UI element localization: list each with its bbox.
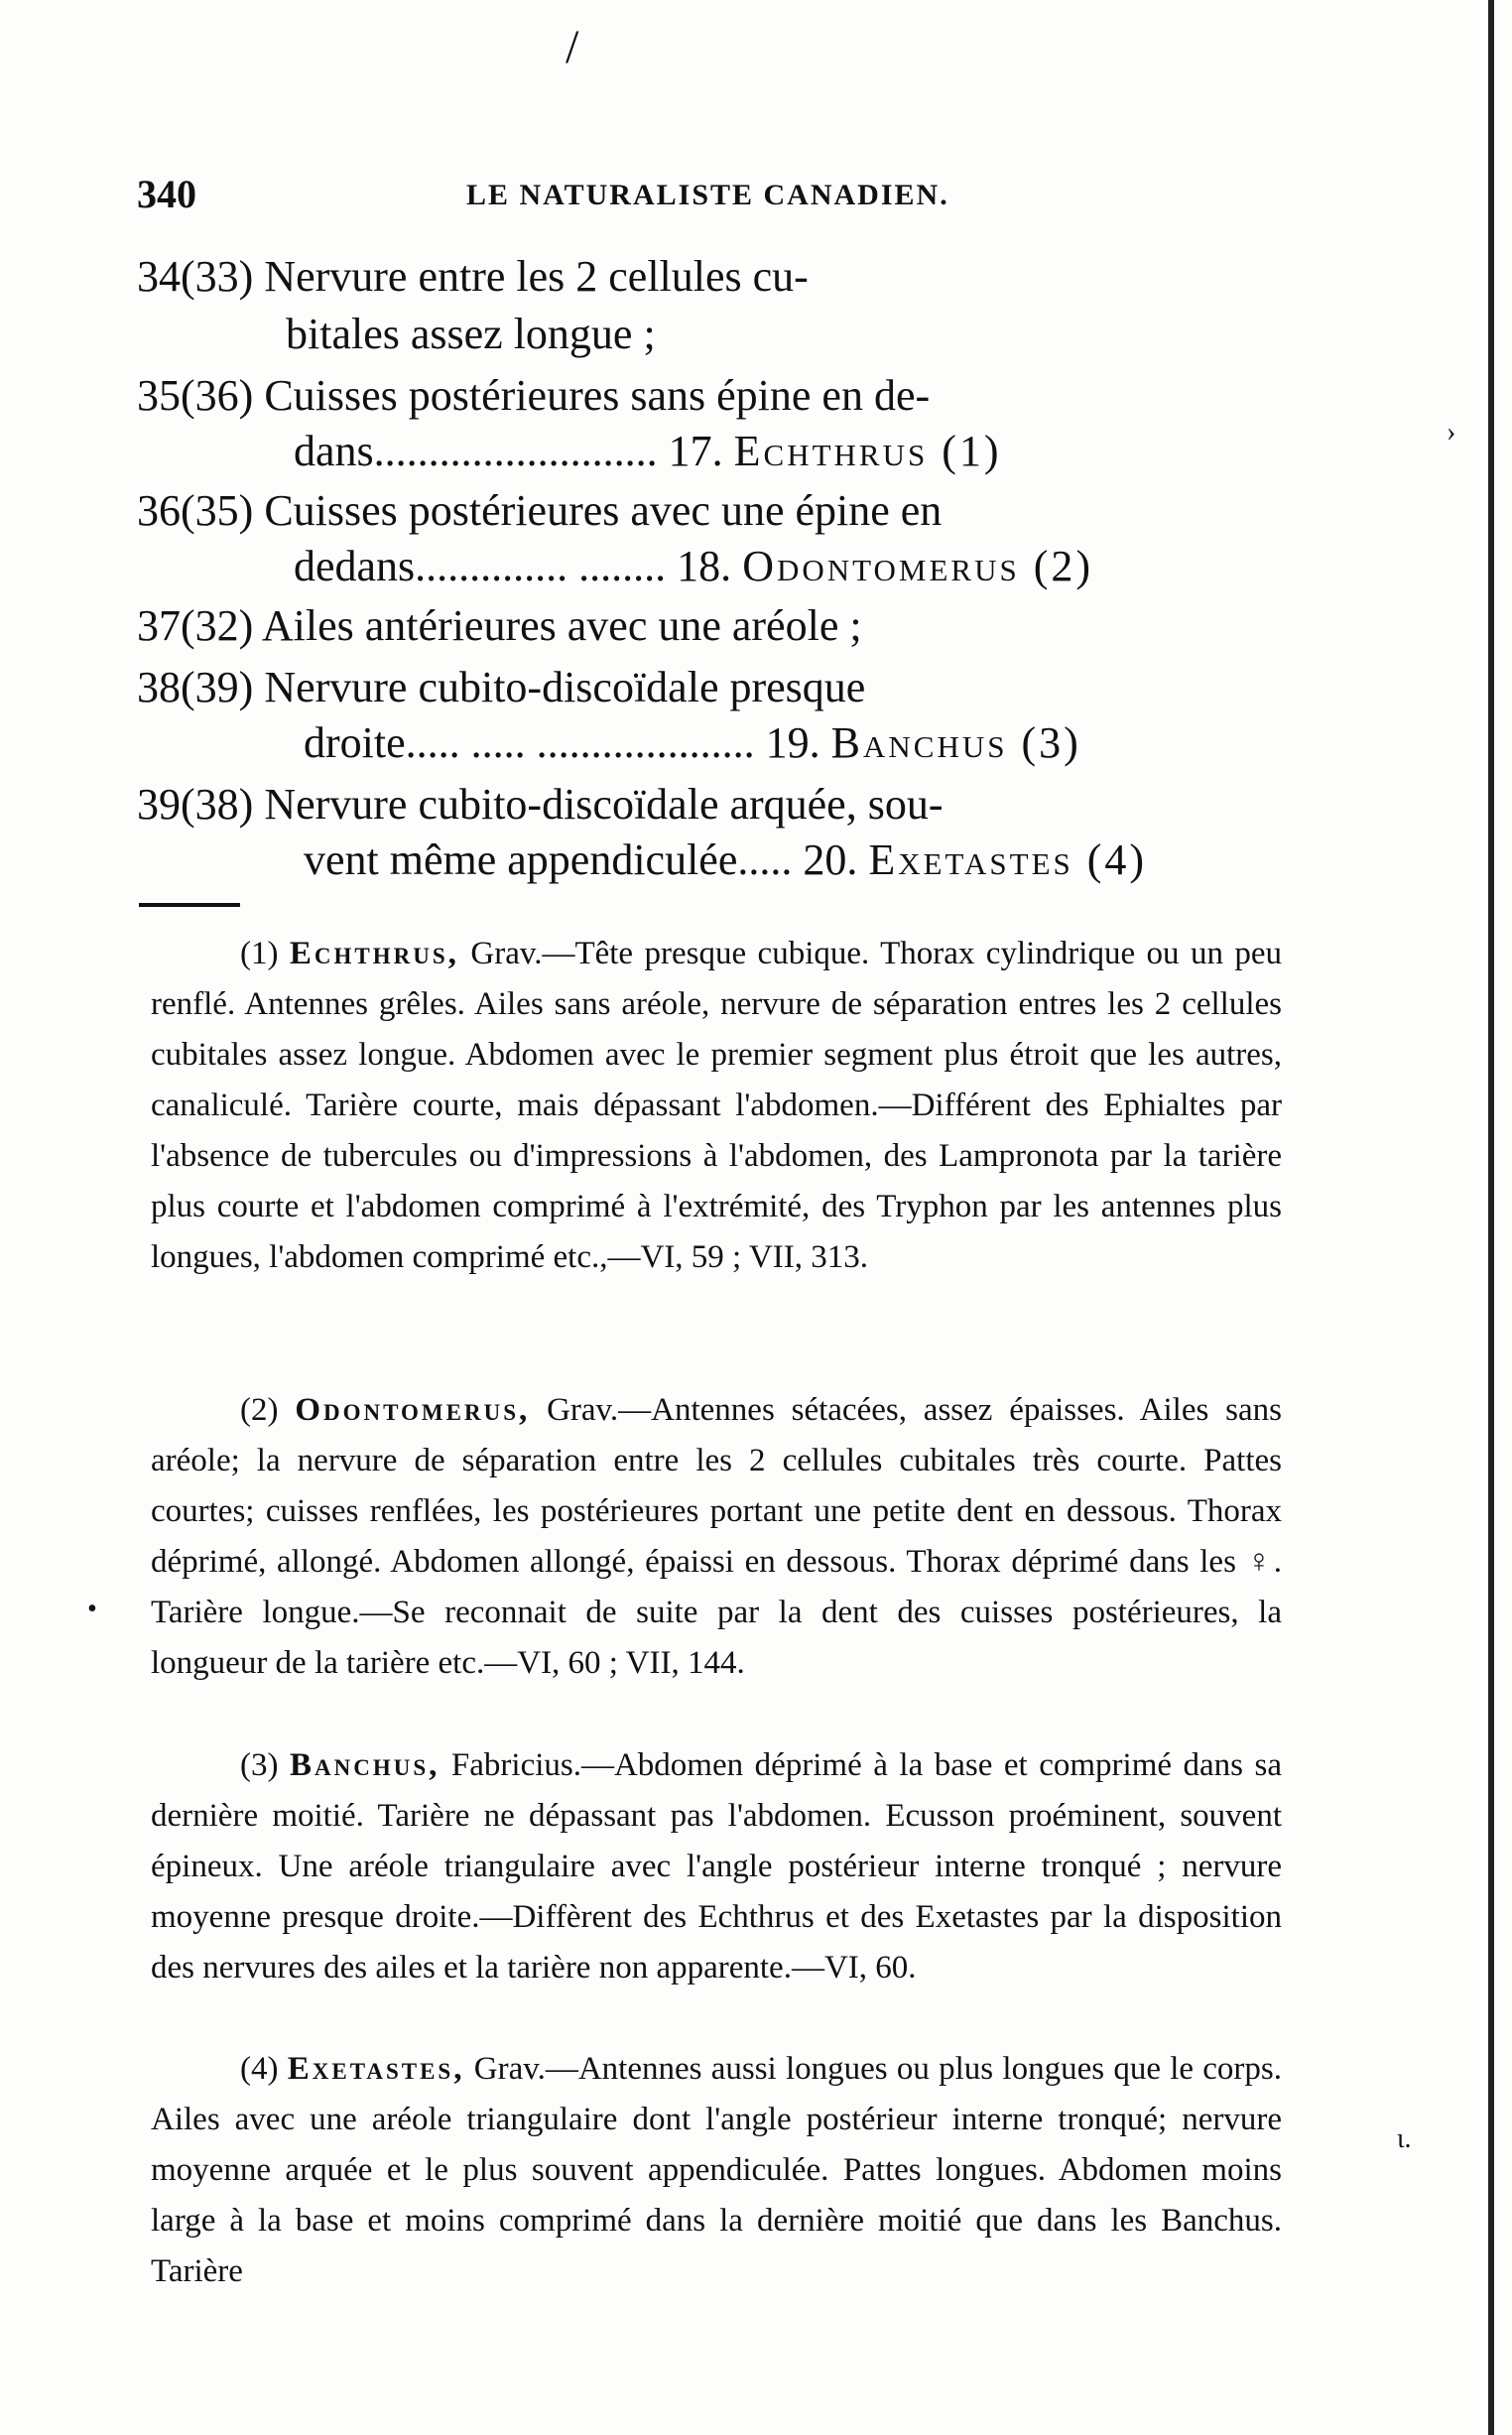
key-text: Nervure cubito-discoïdale arquée, sou- (264, 780, 944, 829)
key-lead: 34(33) (137, 252, 254, 301)
key-entry-34-cont (286, 306, 656, 363)
footnote-marker: (1) (240, 936, 279, 971)
genus-label: Echthrus (1) (733, 427, 1002, 475)
key-lead: 37(32) (137, 601, 254, 650)
genus-label: Odontomerus (2) (742, 542, 1093, 590)
key-entry-35-cont (294, 423, 1002, 480)
key-text: bitales assez longue ; (286, 310, 656, 358)
footnote-1 (151, 929, 1282, 1283)
key-lead: 38(39) (137, 663, 254, 711)
section-rule (139, 903, 240, 907)
genus-label: Banchus (3) (830, 718, 1081, 767)
margin-mark: • (87, 1594, 97, 1624)
footnote-marker: (4) (240, 2051, 279, 2087)
page-number: 340 (137, 172, 196, 216)
footnote-marker: (2) (240, 1392, 279, 1428)
genus-label: Exetastes (4) (868, 835, 1148, 884)
key-entry-35 (137, 367, 930, 425)
key-entry-34 (137, 248, 809, 306)
footnote-2 (151, 1385, 1282, 1689)
footnote-genus: Echthrus, (289, 936, 459, 971)
pencil-mark: / (566, 21, 579, 73)
key-entry-37 (137, 597, 862, 655)
key-entry-38 (137, 659, 865, 716)
key-lead: 36(35) (137, 486, 254, 535)
footnote-3 (151, 1740, 1282, 1993)
footnote-text: Grav.—Antennes sétacées, assez épaisses. Ailes sans aréole; la nervure de séparation entre les 2 cellules cubitales très courte. Pattes courtes; cuisses renflées, les postérieures portant une petite dent en dessous. Thorax déprimé, allongé. Abdomen allongé, épaissi en dessous. Thorax déprimé dans les ♀. Tarière longue.—Se reconnait de suite par la dent des cuisses postérieures, la longueur de la tarière etc.—VI, 60 ; VII, 144. (151, 1392, 1283, 1681)
footnote-text: Fabricius.—Abdomen déprimé à la base et comprimé dans sa dernière moitié. Tarière ne dépassant pas l'abdomen. Ecusson proéminent, souvent épineux. Une aréole triangulaire avec l'angle postérieur interne tronqué ; nervure moyenne presque droite.—Diffèrent des Echthrus et des Exetastes par la disposition des nervures des ailes et la tarière non apparente.—VI, 60. (151, 1747, 1283, 1986)
footnote-genus: Odontomerus, (295, 1392, 531, 1428)
running-title: LE NATURALISTE CANADIEN. (466, 179, 949, 211)
key-text: droite..... ..... .................... 19. (304, 718, 820, 767)
key-text: Cuisses postérieures avec une épine en (264, 486, 943, 535)
key-text: Nervure entre les 2 cellules cu- (264, 252, 809, 301)
key-text: Cuisses postérieures sans épine en de- (264, 371, 931, 420)
footnote-4 (151, 2044, 1282, 2297)
page-edge-rule (1488, 0, 1494, 2435)
footnote-genus: Banchus, (290, 1747, 441, 1783)
key-text: dans.......................... 17. (294, 427, 723, 475)
margin-mark: ɩ. (1397, 2123, 1412, 2154)
key-entry-38-cont (304, 714, 1081, 772)
key-text: dedans.............. ........ 18. (294, 542, 732, 590)
key-text: Ailes antérieures avec une aréole ; (261, 601, 862, 650)
key-entry-39-cont (304, 832, 1147, 889)
footnote-text: Grav.—Tête presque cubique. Thorax cylindrique ou un peu renflé. Antennes grêles. Ailes sans aréole, nervure de séparation entres les 2 cellules cubitales assez longue. Abdomen avec le premier segment plus étroit que les autres, canaliculé. Tarière courte, mais dépassant l'abdomen.—Différent des Ephialtes par l'absence de tubercules ou d'impressions à l'abdomen, des Lampronota par la tarière plus courte et l'abdomen comprimé à l'extrémité, des Tryphon par les antennes plus longues, l'abdomen comprimé etc.,—VI, 59 ; VII, 313. (151, 936, 1283, 1275)
footnote-genus: Exetastes, (287, 2051, 465, 2087)
key-text: Nervure cubito-discoïdale presque (264, 663, 866, 711)
key-lead: 39(38) (137, 780, 254, 829)
key-entry-36-cont (294, 538, 1093, 595)
footnote-text: Grav.—Antennes aussi longues ou plus longues que le corps. Ailes avec une aréole triangulaire dont l'angle postérieur interne tronqué; nervure moyenne arquée et le plus souvent appendiculée. Pattes longues. Abdomen moins large à la base et moins comprimé dans la dernière moitié que dans les Banchus. Tarière (151, 2051, 1283, 2289)
margin-mark: › (1447, 417, 1456, 448)
key-text: vent même appendiculée..... 20. (304, 835, 858, 884)
footnote-marker: (3) (240, 1747, 279, 1783)
key-lead: 35(36) (137, 371, 254, 420)
key-entry-36 (137, 482, 942, 540)
key-entry-39 (137, 776, 943, 833)
